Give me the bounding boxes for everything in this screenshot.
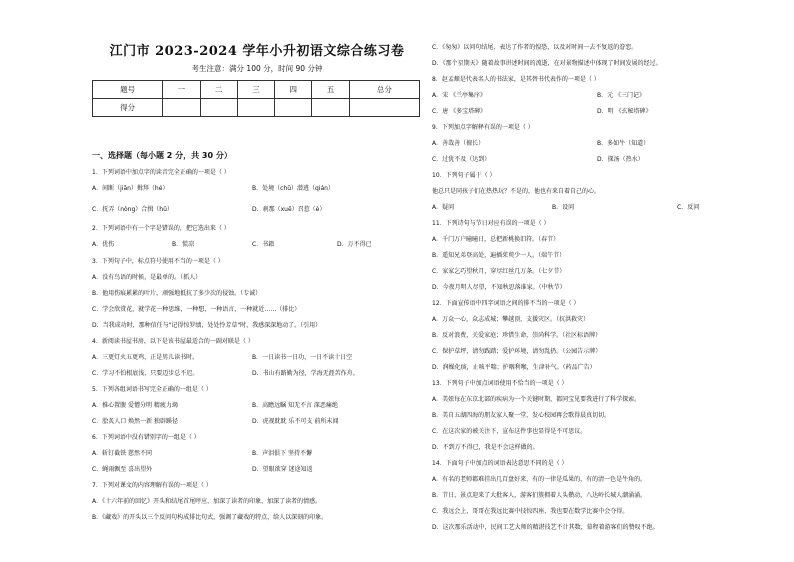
score-header-cell: 一 xyxy=(163,81,200,99)
answer-option[interactable]: C．学习不怕根底浅，只要迈步总不迟。 xyxy=(92,370,199,377)
answer-option[interactable]: D．望眼欲穿 迷途知返 xyxy=(252,466,313,473)
answer-option[interactable]: C．脍炙人口 焕然一新 独辟蹊径 xyxy=(92,418,179,425)
question-line: 6．下列词语中没有错别字的一组是（ ） xyxy=(92,434,200,441)
question-line: 5．下列各组词语书写完全正确的一组是（ ） xyxy=(92,386,212,393)
answer-option[interactable]: A．斩钉截铁 慈然不同 xyxy=(92,450,153,457)
answer-option[interactable]: C．唐 《多宝塔碑》 xyxy=(432,108,487,115)
question-line: C．我远会上，哥哥在我远比赛中技惊四座，我也要在数学比赛中会夺得。 xyxy=(432,508,629,515)
question-line: B．《藏戏》的开头以三个反问句构成排比句式，强调了藏戏的特点，给人以深刻的印象。 xyxy=(92,514,328,521)
answer-option[interactable]: C．蝇雨飘至 喜出望外 xyxy=(92,466,153,473)
question-line: D．《那个星期天》随着故事讲述时间的流逝，在对景物描述中体现了时间发展的经过。 xyxy=(432,60,662,67)
answer-option[interactable]: B．处境（chǔ）潜逃（qián） xyxy=(252,185,334,192)
answer-option[interactable]: D．探汤（热水） xyxy=(597,156,644,163)
answer-option[interactable]: C．书籍 xyxy=(252,241,275,248)
score-table-header-row xyxy=(93,81,420,99)
answer-option[interactable]: A．三更灯火五更鸡，正是男儿读书时。 xyxy=(92,354,199,361)
score-header-cell: 题号 xyxy=(93,81,163,99)
question-line: D．不到万不得已，我是不会这样做的。 xyxy=(432,444,539,451)
question-line: 10．下列句子属于（ ） xyxy=(432,172,496,179)
answer-option[interactable]: B．多如牛（知道） xyxy=(597,140,650,147)
answer-option[interactable]: D．书山有路勤为径，学海无涯苦作舟。 xyxy=(252,370,359,377)
question-line: D．今夜月明人尽望，不知秋思落谁家。（中秋节） xyxy=(432,284,566,291)
question-line: C．家家乞巧望秋月，穿尽红丝几万条。（七夕节） xyxy=(432,268,566,275)
question-line: 1．下列词语中加点字的读音完全正确的一项是（ ） xyxy=(92,169,230,176)
answer-option[interactable]: D．刹那（xuē）召惹（è） xyxy=(252,206,326,213)
question-line: A．没有鸟语的时候，是最单的。（抓人） xyxy=(92,274,202,281)
answer-option[interactable]: C．抚弄（nòng）合揖（hǔ） xyxy=(92,206,173,213)
score-table-score-row xyxy=(93,99,420,117)
answer-option[interactable]: A．宋 《兰亭集序》 xyxy=(432,92,487,99)
answer-option[interactable]: B．一日读书一日功，一日不读十日空 xyxy=(252,354,353,361)
score-row-label: 得分 xyxy=(93,99,163,117)
question-line: C．《匆匆》以问句结尾，表达了作者的惶恐，以及对时间一去不复返的眷恋。 xyxy=(432,44,638,51)
question-line: D．润燥化痰，止咳平喘；护咽利喉，生津补气。（药品广告） xyxy=(432,364,596,371)
question-line: 13．下列句子中加点词语使用不恰当的一项是（ ） xyxy=(432,380,568,387)
question-line: 12．下面宣传语中四字词语之间的排不当的一项是（ ） xyxy=(432,300,580,307)
question-line: B．节日，景点迎来了大批客人，游客们簇拥着人头攒动，八达岭长城人潮涌涌。 xyxy=(432,492,647,499)
question-line: 他总只是同孩子们在热热玩？不是的，他也有来自着自己的心。 xyxy=(432,188,601,195)
exam-title: 江门市 2023-2024 学年小升初语文综合练习卷 xyxy=(109,44,405,59)
question-line: A．有名的老师都难挂出几百盘好来，有的一律是瓜果的，有的清一色是牛角的。 xyxy=(432,476,647,483)
answer-option[interactable]: D．明 《玄秘塔碑》 xyxy=(597,108,652,115)
question-line: D．这次那乐活动中，民间工艺大师的精湛技艺不计其数，慕程着游客们的赞叹不绝。 xyxy=(432,524,659,531)
question-line: 4．新阅读书屋书房，以下是该书屋最适合的一副对联是（ ） xyxy=(92,338,254,345)
question-line: 14．下面句子中加点的词语表达意思不同的是（ ） xyxy=(432,460,568,467)
answer-option[interactable]: B．设问 xyxy=(552,204,575,211)
answer-option[interactable]: D．万不得已 xyxy=(337,241,372,248)
answer-option[interactable]: B．元 《三门记》 xyxy=(597,92,646,99)
answer-option[interactable]: B．慌凉 xyxy=(172,241,195,248)
question-line: A．万众一心，众志成城；攀越顶，支援灾区。（抗洪救灾） xyxy=(432,316,590,323)
answer-option[interactable]: A．优伤 xyxy=(92,241,115,248)
question-line: B．遥知兄弟登高处，遍插茱萸少一人。（端午节） xyxy=(432,252,566,259)
answer-option[interactable]: A．疑问 xyxy=(432,204,455,211)
question-line: C．学会欣赏花，就学花一种思维，一种想，一种语言，一种就近……（排比） xyxy=(92,306,301,313)
question-line: D．当我成功时，那种信任与"记得惊罗绩，处处怜芳草"时，我感深深地动了。（引用） xyxy=(92,322,322,329)
question-line: 8．赵孟頫是代表名人的书法家，是其替书代表作的一项是（ ） xyxy=(432,76,600,83)
answer-option[interactable]: D．虎视眈眈 乐不可支 前所未闻 xyxy=(252,418,339,425)
answer-option[interactable]: A．推心置腹 爱憎分明 精疲力竭 xyxy=(92,402,178,409)
answer-option[interactable]: C．反问 xyxy=(677,204,700,211)
score-header-cell: 四 xyxy=(275,81,312,99)
answer-option[interactable]: B．高瞻远瞩 知无不言 深恶痛绝 xyxy=(252,402,338,409)
question-line: B．他用伤痕累累的叶片，顽强地抵抗了多少次的侵蚀。（专诚） xyxy=(92,290,262,297)
question-line: A．千门万户曈曈日，总把新桃换旧符。（春节） xyxy=(432,236,560,243)
question-line: A．《十六年前的回忆》开头和结尾首尾呼应，加深了读者的印象，加深了读者的情感。 xyxy=(92,498,322,505)
score-cell[interactable] xyxy=(312,99,349,117)
score-cell[interactable] xyxy=(163,99,200,117)
question-line: B．反对浪费，关爱家庭；珍惜生命，崇尚科学。（社区标语牌） xyxy=(432,332,602,339)
score-cell[interactable] xyxy=(200,99,237,117)
score-header-cell: 总分 xyxy=(349,81,419,99)
score-table xyxy=(92,80,420,117)
score-header-cell: 三 xyxy=(237,81,274,99)
answer-option[interactable]: A．善哉善（擅长） xyxy=(432,140,485,147)
question-line: B．美自五湖四海的朋友家人聚一堂，发心校园再会歌得晨真切切。 xyxy=(432,412,611,419)
answer-option[interactable]: A．间断（jiān）揖拜（hé） xyxy=(92,185,169,192)
score-header-cell: 二 xyxy=(200,81,237,99)
score-cell[interactable] xyxy=(237,99,274,117)
question-line: 11．下列诗句与节日对应有误的一项是（ ） xyxy=(432,220,550,227)
question-line: A．美妞每在东京北部的疾病为一个关键时期，都同宝见要我进行了科学探索。 xyxy=(432,396,641,403)
answer-option[interactable]: B．声泪俱下 坚持不懈 xyxy=(252,450,313,457)
answer-option[interactable]: C．过犹不及（达到） xyxy=(432,156,491,163)
section-heading: 一、选择题（每小题 2 分，共 30 分） xyxy=(92,151,232,160)
score-header-cell: 五 xyxy=(312,81,349,99)
question-line: C．在这次家的被关注下，宣布这件事也显得是不可思议。 xyxy=(432,428,587,435)
question-line: C．保护草坪，请勿践踏；爱护环境，请勿乱扔。（公园告示牌） xyxy=(432,348,602,355)
score-cell[interactable] xyxy=(349,99,419,117)
exam-notice: 考生注意：满分 100 分，时间 90 分钟 xyxy=(191,64,323,73)
question-line: 3．下列句子中，标点符号使用不当的一项是（ ） xyxy=(92,258,224,265)
question-line: 7．下列对课文的内容理解有误的一项是（ ） xyxy=(92,482,212,489)
question-line: 2．下列词语中有一个字是错误的，把它选出来（ ） xyxy=(92,225,230,232)
score-cell[interactable] xyxy=(275,99,312,117)
question-line: 9．下列加点字解释有误的一项是（ ） xyxy=(432,124,534,131)
